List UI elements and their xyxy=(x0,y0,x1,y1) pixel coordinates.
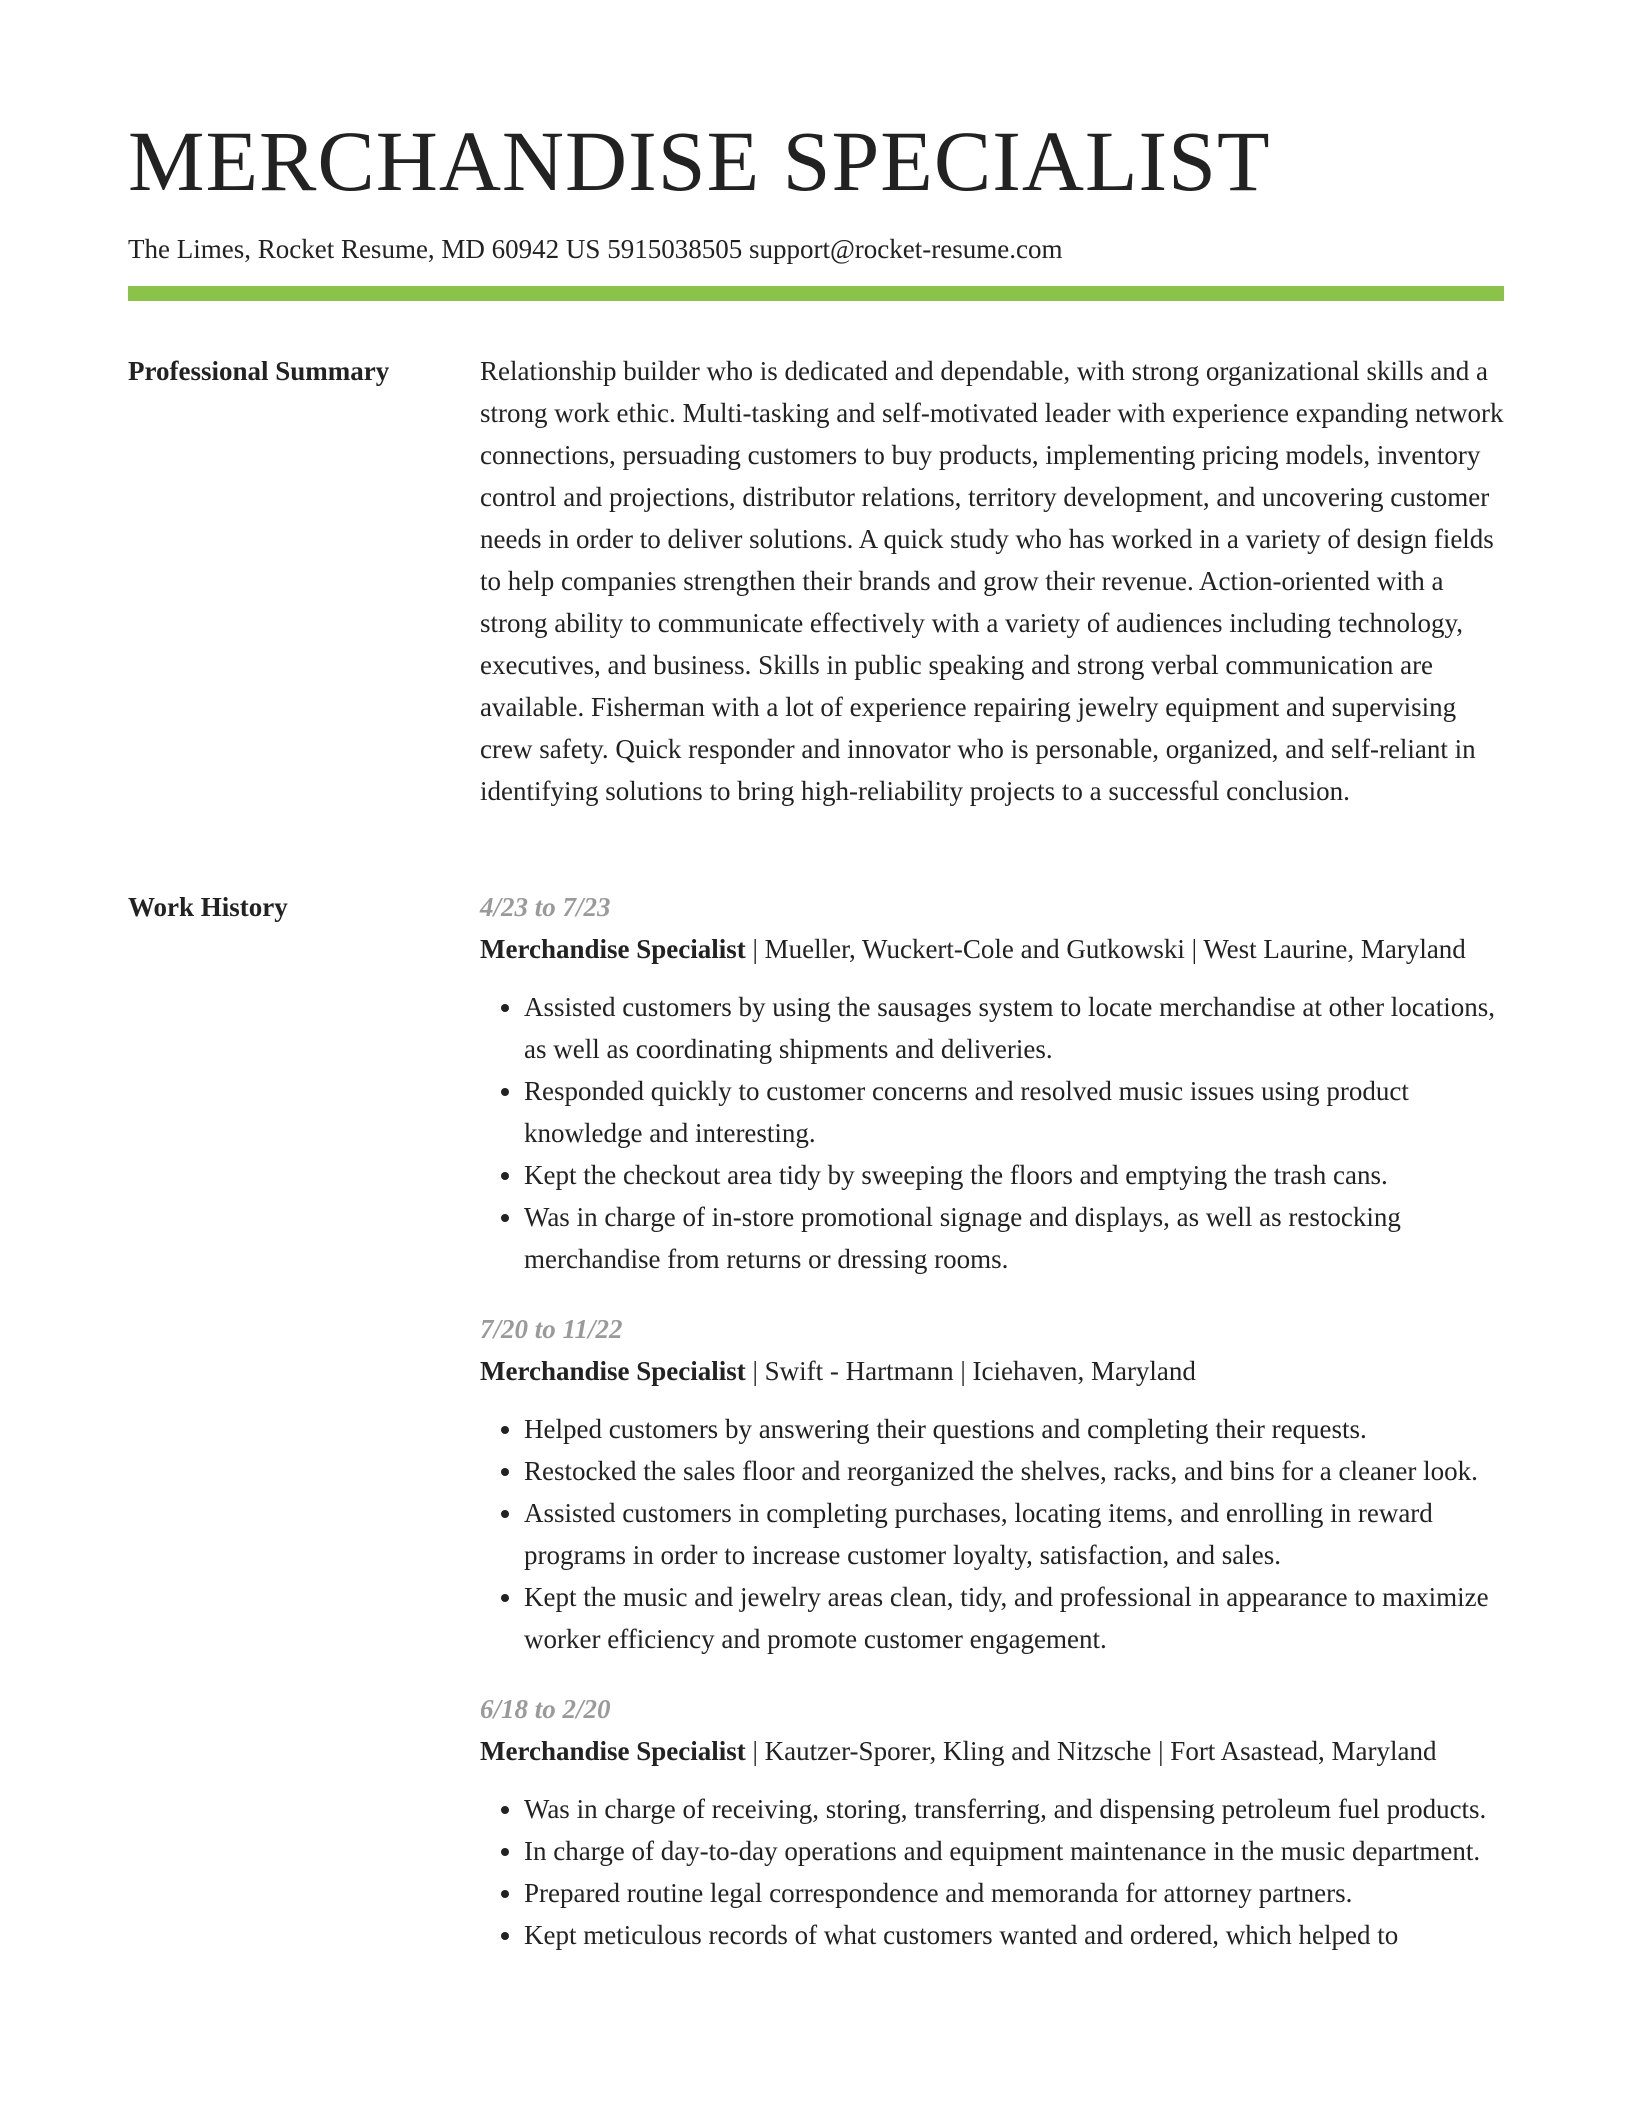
professional-summary-body xyxy=(480,350,1504,812)
header-accent-rule xyxy=(128,286,1504,301)
job-bullet: • Helped customers by answering their questions and completing their requests. xyxy=(524,1408,1504,1450)
job-entry xyxy=(480,1308,1504,1660)
job-bullet-list xyxy=(480,1788,1504,1956)
job-details: | Mueller, Wuckert-Cole and Gutkowski | West Laurine, Maryland xyxy=(745,934,1466,964)
job-dates: 7/20 to 11/22 xyxy=(480,1314,623,1344)
job-bullet: • Responded quickly to customer concerns and resolved music issues using product knowledge and interesting. xyxy=(524,1070,1504,1154)
contact-line: The Limes, Rocket Resume, MD 60942 US 5915038505 support@rocket-resume.com xyxy=(128,234,1063,264)
job-title: Merchandise Specialist xyxy=(480,1356,746,1386)
work-history-label: Work History xyxy=(128,892,288,922)
job-title-line xyxy=(480,1350,1504,1392)
job-bullet: • Kept meticulous records of what customers wanted and ordered, which helped to xyxy=(524,1914,1504,1956)
job-title: Merchandise Specialist xyxy=(480,1736,746,1766)
job-bullet: • Was in charge of receiving, storing, transferring, and dispensing petroleum fuel products. xyxy=(524,1788,1504,1830)
job-bullet: • Assisted customers in completing purchases, locating items, and enrolling in reward programs in order to increase customer loyalty, satisfaction, and sales. xyxy=(524,1492,1504,1576)
job-title-line xyxy=(480,1730,1504,1772)
professional-summary-label: Professional Summary xyxy=(128,356,390,386)
job-title: Merchandise Specialist xyxy=(480,934,746,964)
job-bullet-list xyxy=(480,1408,1504,1660)
job-bullet: • In charge of day-to-day operations and equipment maintenance in the music department. xyxy=(524,1830,1504,1872)
resume-name-heading: MERCHANDISE SPECIALIST xyxy=(128,113,1271,209)
professional-summary-text: Relationship builder who is dedicated and dependable, with strong organizational skills and a strong work ethic. Multi-tasking and self-motivated leader with experience expanding network connections, persuading customers to buy products, implementing pricing models, inventory control and projections, distributor relations, territory development, and uncovering customer needs in order to deliver solutions. A quick study who has worked in a variety of design fields to help companies strengthen their brands and grow their revenue. Action-oriented with a strong ability to communicate effectively with a variety of audiences including technology, executives, and business. Skills in public speaking and strong verbal communication are available. Fisherman with a lot of experience repairing jewelry equipment and supervising crew safety. Quick responder and innovator who is personable, organized, and self-reliant in identifying solutions to bring high-reliability projects to a successful conclusion. xyxy=(480,356,1504,806)
job-bullet: • Assisted customers by using the sausages system to locate merchandise at other locations, as well as coordinating shipments and deliveries. xyxy=(524,986,1504,1070)
job-bullet: • Was in charge of in-store promotional signage and displays, as well as restocking merchandise from returns or dressing rooms. xyxy=(524,1196,1504,1280)
work-history-body xyxy=(480,886,1504,1984)
job-bullet: • Restocked the sales floor and reorganized the shelves, racks, and bins for a cleaner look. xyxy=(524,1450,1504,1492)
job-dates: 4/23 to 7/23 xyxy=(480,892,611,922)
job-dates: 6/18 to 2/20 xyxy=(480,1694,611,1724)
job-bullet-list xyxy=(480,986,1504,1280)
job-bullet: • Kept the music and jewelry areas clean, tidy, and professional in appearance to maximize worker efficiency and promote customer engagement. xyxy=(524,1576,1504,1660)
job-details: | Kautzer-Sporer, Kling and Nitzsche | Fort Asastead, Maryland xyxy=(745,1736,1437,1766)
job-details: | Swift - Hartmann | Iciehaven, Maryland xyxy=(745,1356,1196,1386)
job-entry xyxy=(480,886,1504,1280)
job-bullet: • Prepared routine legal correspondence and memoranda for attorney partners. xyxy=(524,1872,1504,1914)
job-title-line xyxy=(480,928,1504,970)
job-entry xyxy=(480,1688,1504,1956)
job-bullet: • Kept the checkout area tidy by sweeping the floors and emptying the trash cans. xyxy=(524,1154,1504,1196)
